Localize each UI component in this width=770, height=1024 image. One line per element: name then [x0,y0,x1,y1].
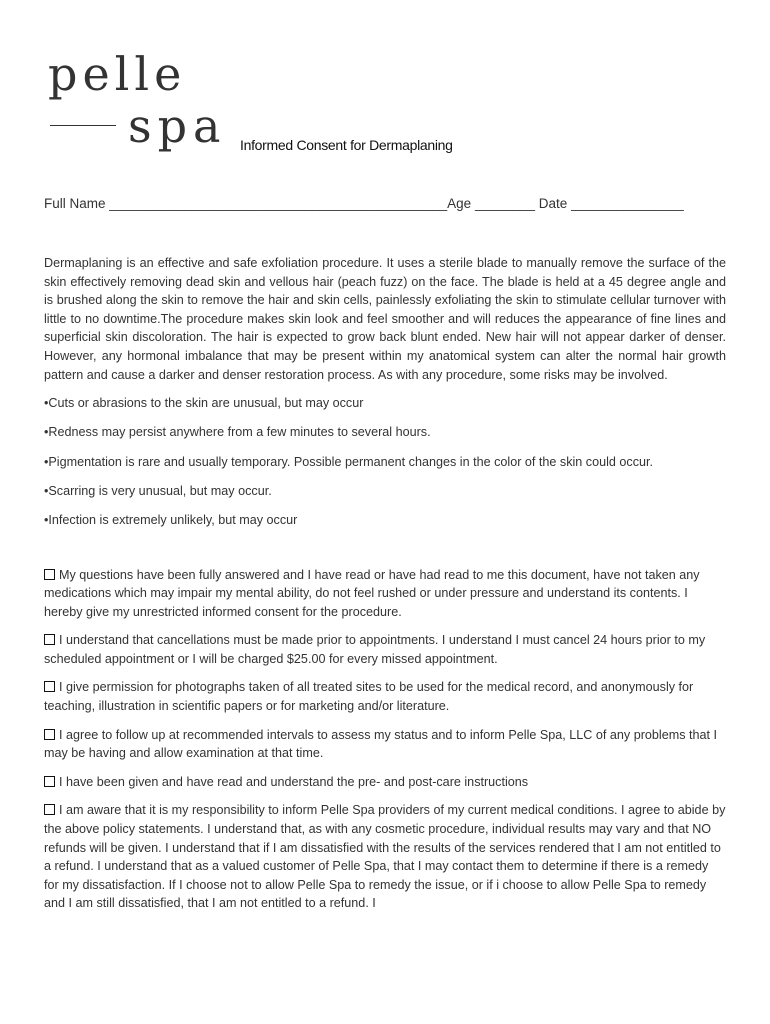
consent-text: I give permission for photographs taken of all treated sites to be used for the medical record, and anonymously for teaching, illustration in scientific papers or for marketing and/or literature. [44,680,694,714]
date-field[interactable]: _______________ [571,196,684,211]
pelle-spa-logo [48,47,227,153]
full-name-field[interactable]: _____________________________________________ [109,196,448,211]
consent-text: My questions have been fully answered and I have read or have had read to me this document, have not taken any medications which may impair my mental ability, do not feel rushed or under pressure and understand its contents. I hereby give my unrestricted informed consent for the procedure. [44,567,700,619]
consent-item [44,566,726,622]
consent-checkbox[interactable] [44,804,55,815]
risk-item: •Infection is extremely unlikely, but may occur [44,512,298,527]
consent-item [44,631,726,668]
consent-text: I understand that cancellations must be made prior to appointments. I understand I must cancel 24 hours prior to my scheduled appointment or I will be charged $25.00 for every missed appointment. [44,633,706,666]
patient-fields [44,196,684,211]
age-label: Age [447,196,472,211]
consent-text: I have been given and have read and understand the pre- and post-care instructions [59,774,529,789]
consent-checkbox[interactable] [44,634,55,645]
consent-item [44,773,726,792]
consent-checkbox[interactable] [44,729,55,740]
consent-text: I am aware that it is my responsibility to inform Pelle Spa providers of my current medical conditions. I agree to abide by the above policy statements. I understand that, as with any cosmetic procedure, individual results may vary and that NO refunds will be given. I understand that if I am dissatisfied with the results of the services rendered that I am not entitled to a refund. I understand that as a valued customer of Pelle Spa, that I may contact them to determine if there is a remedy for my dissatisfaction. If I choose not to allow Pelle Spa to remedy the issue, or if i choose to allow Pelle Spa to remedy and I am still dissatisfied, that I am not entitled to a refund. I [44,803,726,911]
consent-item [44,726,726,763]
consent-item [44,678,726,715]
date-label: Date [538,196,568,211]
consent-text: I agree to follow up at recommended intervals to assess my status and to inform Pelle Spa, LLC of any problems that I may be having and allow examination at that time. [44,727,718,761]
document-body [44,254,726,923]
consent-checkbox[interactable] [44,681,55,692]
consent-checkbox[interactable] [44,776,55,787]
risk-item: •Cuts or abrasions to the skin are unusual, but may occur [44,396,364,411]
consent-item [44,801,726,913]
form-title: Informed Consent for Dermaplaning [240,137,453,153]
age-field[interactable]: ________ [474,196,536,211]
risk-item: •Scarring is very unusual, but may occur. [44,483,272,498]
logo-pelle: pelle [48,47,187,101]
intro-paragraph: Dermaplaning is an effective and safe exfoliation procedure. It uses a sterile blade to manually remove the surface of the skin effectively removing dead skin and vellous hair (peach fuzz) on the face. The blade is held at a 45 degree angle and is brushed along the skin to remove the hair and skin cells, painlessly exfoliating the skin to stimulate cellular turnover with little to no downtime.The procedure makes skin look and feel smoother and will reduces the appearance of fine lines and superficial skin discoloration. The hair is expected to grow back blunt ended. New hair will not appear darker of denser. However, any hormonal imbalance that may be present within my anatomical system can alter the normal hair growth pattern and cause a darker and denser restoration process. As with any procedure, some risks may be involved. [44,256,726,382]
risk-list [44,394,726,529]
full-name-label: Full Name [44,196,106,211]
risk-item: •Pigmentation is rare and usually temporary. Possible permanent changes in the color of the skin could occur. [44,454,654,469]
consent-checkbox[interactable] [44,569,55,580]
logo-spa: spa [128,99,227,153]
risk-item: •Redness may persist anywhere from a few minutes to several hours. [44,425,431,440]
